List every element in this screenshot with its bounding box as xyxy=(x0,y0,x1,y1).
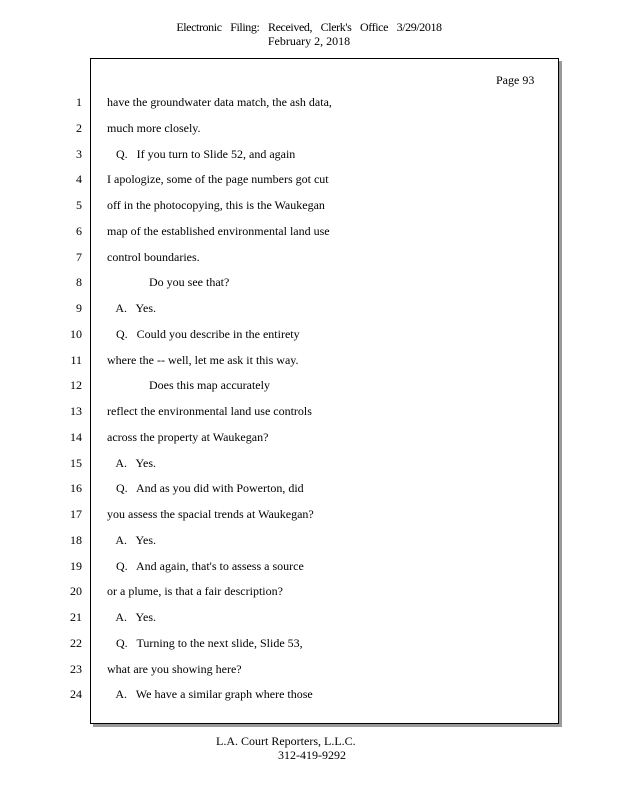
line-number: 10 xyxy=(70,327,82,341)
transcript-line: what are you showing here? xyxy=(107,662,242,676)
line-number: 8 xyxy=(76,275,82,289)
line-number: 1 xyxy=(76,95,82,109)
line-number: 23 xyxy=(70,662,82,676)
transcript-line: Does this map accurately xyxy=(107,378,270,392)
line-number: 19 xyxy=(70,559,82,573)
transcript-line: across the property at Waukegan? xyxy=(107,430,269,444)
line-number: 17 xyxy=(70,507,82,521)
transcript-line: A. Yes. xyxy=(107,533,157,547)
transcript-line: A. Yes. xyxy=(107,610,157,624)
line-number: 15 xyxy=(70,456,82,470)
header-date: February 2, 2018 xyxy=(267,34,351,48)
transcript-line: reflect the environmental land use controls xyxy=(107,404,312,418)
line-number: 9 xyxy=(76,301,82,315)
transcript-line: I apologize, some of the page numbers got cut xyxy=(107,172,329,186)
line-number: 14 xyxy=(70,430,82,444)
footer-phone: 312-419-9292 xyxy=(278,748,346,762)
filing-stamp: Electronic Filing: Received, Clerk's Office 3/29/2018 xyxy=(176,20,442,34)
transcript-line: Q. And as you did with Powerton, did xyxy=(107,481,304,495)
line-number: 11 xyxy=(70,353,82,367)
line-number: 3 xyxy=(76,147,82,161)
line-number: 12 xyxy=(70,378,82,392)
transcript-line: Q. Turning to the next slide, Slide 53, xyxy=(107,636,303,650)
line-number: 24 xyxy=(70,687,82,701)
transcript-line: Q. And again, that's to assess a source xyxy=(107,559,304,573)
page-number: Page 93 xyxy=(496,73,535,87)
transcript-line: have the groundwater data match, the ash data, xyxy=(107,95,332,109)
line-number: 18 xyxy=(70,533,82,547)
transcript-line: where the -- well, let me ask it this way. xyxy=(107,353,299,367)
line-number: 22 xyxy=(70,636,82,650)
footer-company: L.A. Court Reporters, L.L.C. xyxy=(216,734,356,748)
transcript-line: Do you see that? xyxy=(107,275,230,289)
transcript-line: map of the established environmental land use xyxy=(107,224,330,238)
line-number: 4 xyxy=(76,172,82,186)
transcript-line: A. We have a similar graph where those xyxy=(107,687,313,701)
transcript-line: off in the photocopying, this is the Waukegan xyxy=(107,198,325,212)
transcript-line: or a plume, is that a fair description? xyxy=(107,584,283,598)
line-number: 16 xyxy=(70,481,82,495)
filing-header xyxy=(0,20,618,48)
transcript-line: much more closely. xyxy=(107,121,201,135)
line-number: 5 xyxy=(76,198,82,212)
transcript-line: control boundaries. xyxy=(107,250,200,264)
transcript-line: A. Yes. xyxy=(107,301,157,315)
line-number: 13 xyxy=(70,404,82,418)
line-number: 6 xyxy=(76,224,82,238)
transcript-line: Q. If you turn to Slide 52, and again xyxy=(107,147,296,161)
line-number: 2 xyxy=(76,121,82,135)
transcript-line: you assess the spacial trends at Waukegan? xyxy=(107,507,314,521)
line-number: 20 xyxy=(70,584,82,598)
transcript-line: A. Yes. xyxy=(107,456,157,470)
line-number: 7 xyxy=(76,250,82,264)
transcript-line: Q. Could you describe in the entirety xyxy=(107,327,300,341)
line-number: 21 xyxy=(70,610,82,624)
